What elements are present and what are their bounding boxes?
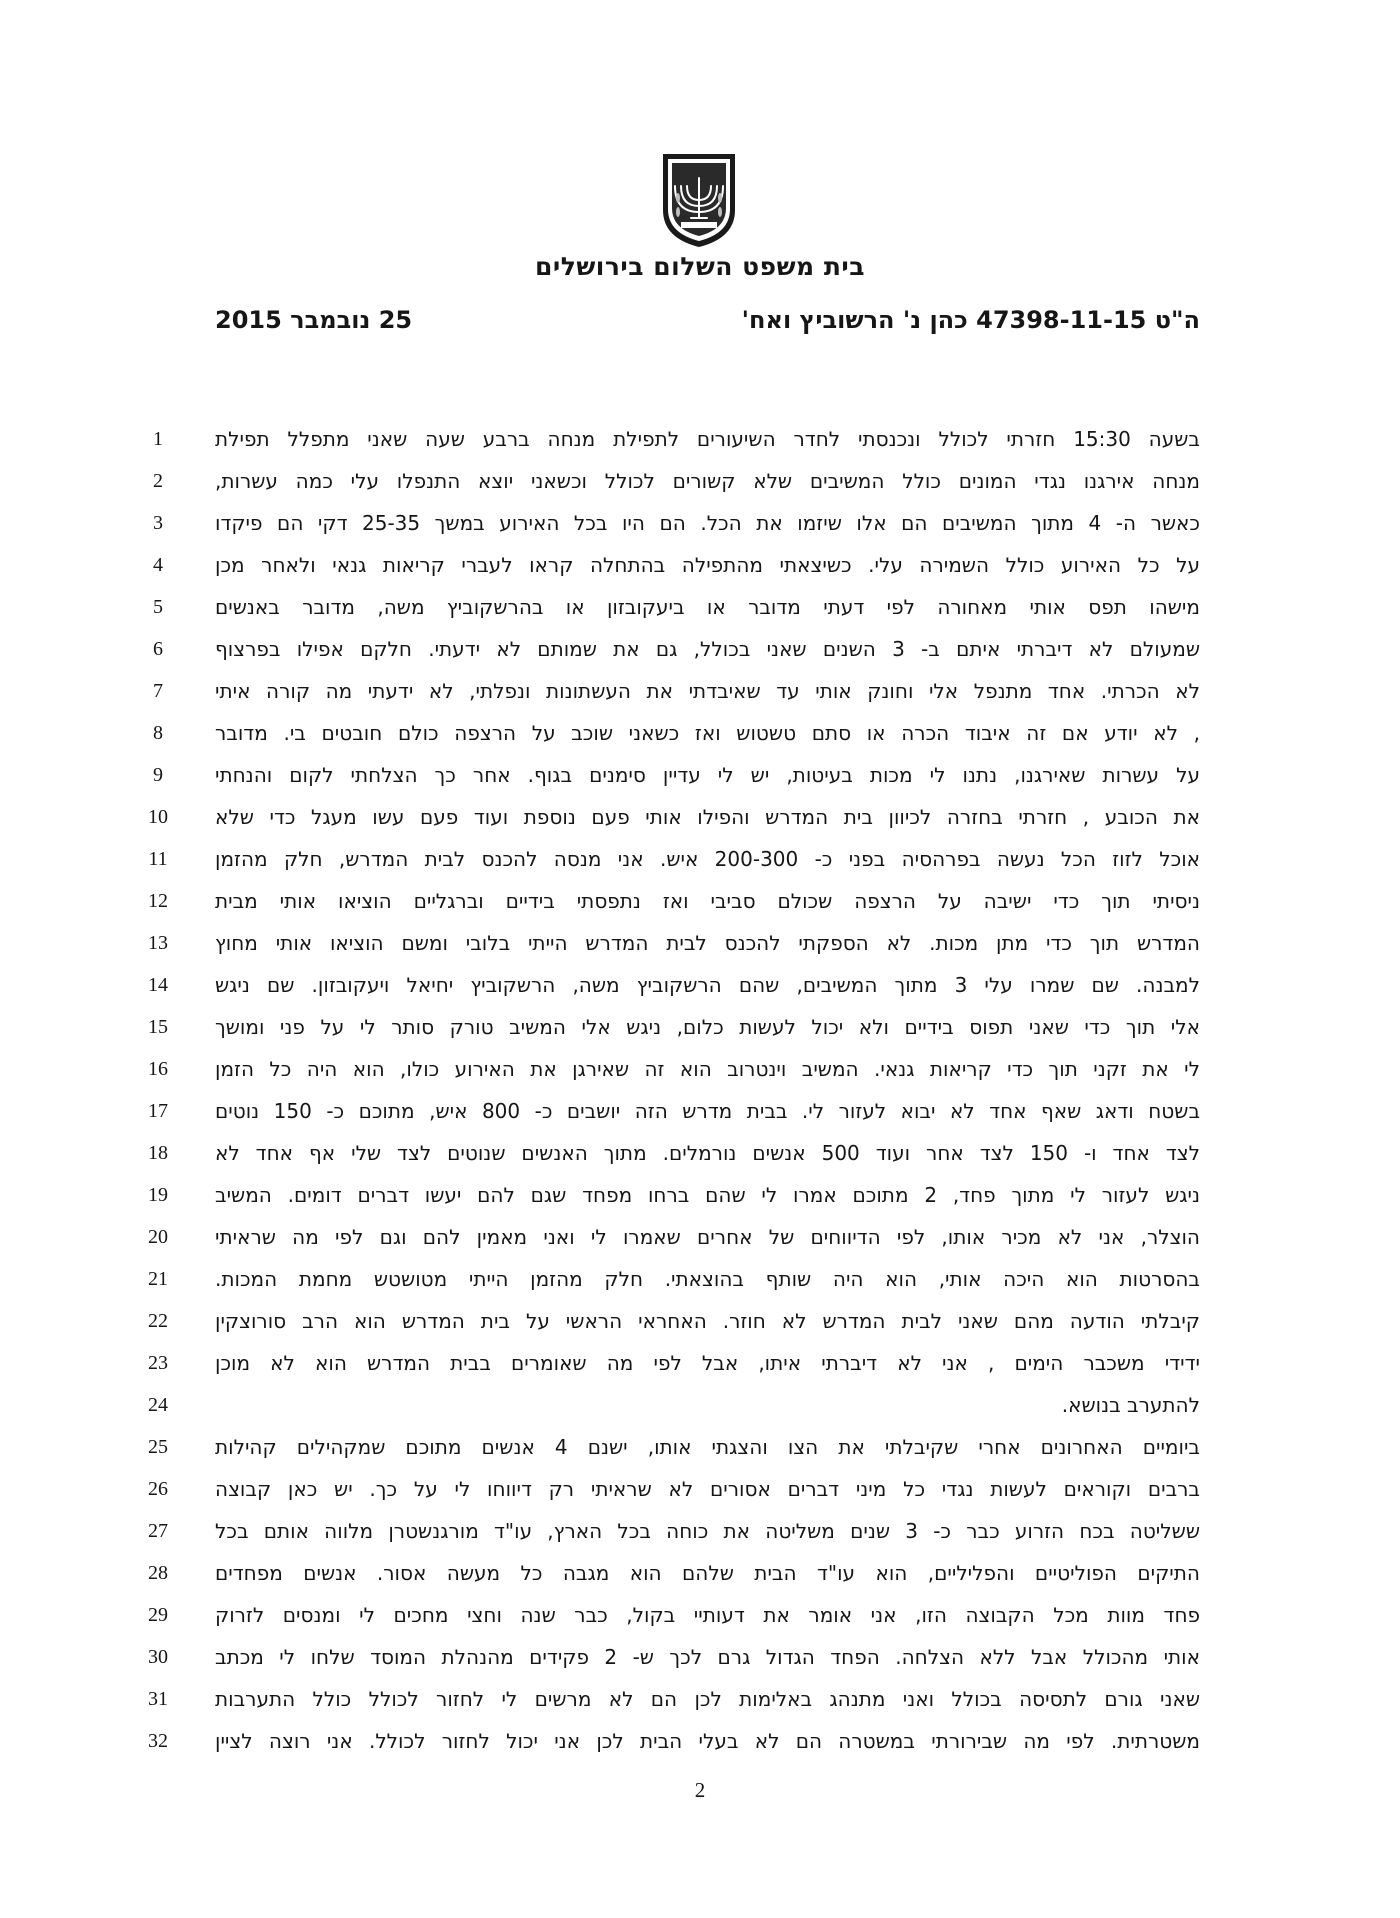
line-number: 31 bbox=[148, 1688, 168, 1710]
line-number: 28 bbox=[148, 1562, 168, 1584]
line-text: שאני גורם לתסיסה בכולל ואני מתנהג באלימות לכן הם לא מרשים לי לחזור לכולל כולל התערבות bbox=[215, 1687, 1200, 1711]
line-number: 2 bbox=[153, 470, 163, 492]
text-line bbox=[0, 754, 1400, 796]
line-number: 16 bbox=[148, 1058, 168, 1080]
text-line bbox=[0, 1258, 1400, 1300]
line-text: ששליטה בכח הזרוע כבר כ- 3 שנים משליטה את כוחה בכל הארץ, עו"ד מורגנשטרן מלווה אותם בכל bbox=[215, 1519, 1200, 1543]
line-text: בשעה 15:30 חזרתי לכולל ונכנסתי לחדר השיעורים לתפילת מנחה ברבע שעה שאני מתפלל תפילת bbox=[215, 427, 1200, 451]
line-text: , לא יודע אם זה איבוד הכרה או סתם טשטוש ואז כשאני שוכב על הרצפה כולם חובטים בי. מדובר bbox=[215, 721, 1200, 745]
text-line bbox=[0, 1132, 1400, 1174]
line-number: 13 bbox=[148, 932, 168, 954]
text-line bbox=[0, 502, 1400, 544]
text-line bbox=[0, 838, 1400, 880]
line-text: למבנה. שם שמרו עלי 3 מתוך המשיבים, שהם הרשקוביץ משה, הרשקוביץ יחיאל ויעקובזון. שם ניגש bbox=[215, 973, 1200, 997]
text-line bbox=[0, 1048, 1400, 1090]
line-number: 17 bbox=[148, 1100, 168, 1122]
line-number: 7 bbox=[153, 680, 163, 702]
page-number: 2 bbox=[694, 1778, 706, 1802]
text-line bbox=[0, 418, 1400, 460]
state-emblem-icon bbox=[659, 150, 739, 250]
line-number: 9 bbox=[153, 764, 163, 786]
line-number: 32 bbox=[148, 1730, 168, 1752]
line-number: 18 bbox=[148, 1142, 168, 1164]
line-text: אותי מהכולל אבל ללא הצלחה. הפחד הגדול גרם לכך ש- 2 פקידים מהנהלת המוסד שלחו לי מכתב bbox=[215, 1645, 1200, 1669]
text-line bbox=[0, 586, 1400, 628]
line-text: הוצלר, אני לא מכיר אותו, לפי הדיווחים של אחרים שאמרו לי ואני מאמין להם וגם לפי מה שראיתי bbox=[215, 1225, 1200, 1249]
line-number: 19 bbox=[148, 1184, 168, 1206]
line-text: קיבלתי הודעה מהם שאני לבית המדרש לא חוזר. האחראי הראשי על בית המדרש הוא הרב סורוצקין bbox=[215, 1309, 1200, 1333]
testimony-body bbox=[0, 418, 1400, 1762]
text-line bbox=[0, 880, 1400, 922]
line-text: ביומיים האחרונים אחרי שקיבלתי את הצו והצגתי אותו, ישנם 4 אנשים מתוכם שמקהילים קהילות bbox=[215, 1435, 1200, 1459]
line-number: 30 bbox=[148, 1646, 168, 1668]
text-line bbox=[0, 964, 1400, 1006]
line-text: המדרש תוך כדי מתן מכות. לא הספקתי להכנס לבית המדרש הייתי בלובי ומשם הוציאו אותי מחוץ bbox=[215, 931, 1200, 955]
line-number: 26 bbox=[148, 1478, 168, 1500]
text-line bbox=[0, 1300, 1400, 1342]
line-number: 5 bbox=[153, 596, 163, 618]
line-text: לי את זקני תוך כדי קריאות גנאי. המשיב וינטרוב הוא זה שאירגן את האירוע כולו, הוא היה כל הזמן bbox=[215, 1057, 1200, 1081]
line-text: לא הכרתי. אחד מתנפל אלי וחונק אותי עד שאיבדתי את העשתונות ונפלתי, לא ידעתי מה קורה איתי bbox=[215, 679, 1200, 703]
line-text: ברבים וקוראים לעשות נגדי כל מיני דברים אסורים לא שראיתי רק דיווחו לי על כך. יש כאן קבוצה bbox=[215, 1477, 1200, 1501]
text-line bbox=[0, 1594, 1400, 1636]
line-number: 3 bbox=[153, 512, 163, 534]
court-name: בית משפט השלום בירושלים bbox=[534, 252, 866, 281]
line-number: 10 bbox=[148, 806, 168, 828]
line-number: 20 bbox=[148, 1226, 168, 1248]
line-text: משטרתית. לפי מה שבירורתי במשטרה הם לא בעלי הבית לכן אני יכול לחזור לכולל. אני רוצה לציין bbox=[215, 1729, 1200, 1753]
case-number: ה"ט 47398-11-15 כהן נ' הרשוביץ ואח' bbox=[741, 306, 1200, 334]
text-line bbox=[0, 922, 1400, 964]
line-text: מנחה אירגנו נגדי המונים כולל המשיבים שלא קשורים לכולל וכשאני יוצא התנפלו עלי כמה עשרות, bbox=[215, 469, 1200, 493]
text-line bbox=[0, 796, 1400, 838]
text-line bbox=[0, 628, 1400, 670]
line-text: ניגש לעזור לי מתוך פחד, 2 מתוכם אמרו לי שהם ברחו מפחד שגם להם יעשו דברים דומים. המשיב bbox=[215, 1183, 1200, 1207]
line-text: כאשר ה- 4 מתוך המשיבים הם אלו שיזמו את הכל. הם היו בכל האירוע במשך 25-35 דקי הם פיקדו bbox=[215, 511, 1200, 535]
line-number: 24 bbox=[148, 1394, 168, 1416]
line-number: 14 bbox=[148, 974, 168, 996]
line-number: 12 bbox=[148, 890, 168, 912]
text-line bbox=[0, 1552, 1400, 1594]
text-line bbox=[0, 1384, 1400, 1426]
text-line bbox=[0, 712, 1400, 754]
line-text: מישהו תפס אותי מאחורה לפי דעתי מדובר או ביעקובזון או בהרשקוביץ משה, מדובר באנשים bbox=[215, 595, 1200, 619]
line-number: 21 bbox=[148, 1268, 168, 1290]
line-text: בשטח ודאג שאף אחד לא יבוא לעזור לי. בבית מדרש הזה יושבים כ- 800 איש, מתוכם כ- 150 נוטים bbox=[215, 1099, 1200, 1123]
line-text: התיקים הפוליטיים והפליליים, הוא עו"ד הבית שלהם הוא מגבה כל מעשה אסור. אנשים מפחדים bbox=[215, 1561, 1200, 1585]
line-text: על עשרות שאירגנו, נתנו לי מכות בעיטות, יש לי עדיין סימנים בגוף. אחר כך הצלחתי לקום והנחתי bbox=[215, 763, 1200, 787]
text-line bbox=[0, 1174, 1400, 1216]
text-line bbox=[0, 1090, 1400, 1132]
line-text: שמעולם לא דיברתי איתם ב- 3 השנים שאני בכולל, גם את שמותם לא ידעתי. חלקם אפילו בפרצוף bbox=[215, 637, 1200, 661]
line-number: 27 bbox=[148, 1520, 168, 1542]
line-text: אלי תוך כדי שאני תפוס בידיים ולא יכול לעשות כלום, ניגש אלי המשיב טורק סותר לי על פני ומושך bbox=[215, 1015, 1200, 1039]
line-text: אוכל לזוז הכל נעשה בפרהסיה בפני כ- 200-300 איש. אני מנסה להכנס לבית המדרש, חלק מהזמן bbox=[215, 847, 1200, 871]
line-number: 15 bbox=[148, 1016, 168, 1038]
line-number: 8 bbox=[153, 722, 163, 744]
line-text: על כל האירוע כולל השמירה עלי. כשיצאתי מהתפילה בהתחלה קראו לעברי קריאות גנאי ולאחר מכן bbox=[215, 553, 1200, 577]
text-line bbox=[0, 1342, 1400, 1384]
line-number: 4 bbox=[153, 554, 163, 576]
text-line bbox=[0, 460, 1400, 502]
document-date: 25 נובמבר 2015 bbox=[215, 306, 413, 334]
line-text: ידידי משכבר הימים , אני לא דיברתי איתו, אבל לפי מה שאומרים בבית המדרש הוא לא מוכן bbox=[215, 1351, 1200, 1375]
line-number: 22 bbox=[148, 1310, 168, 1332]
line-text: את הכובע , חזרתי בחזרה לכיוון בית המדרש והפילו אותי פעם נוספת ועוד פעם עשו מעגל כדי שלא bbox=[215, 805, 1200, 829]
text-line bbox=[0, 1510, 1400, 1552]
text-line bbox=[0, 1468, 1400, 1510]
line-number: 11 bbox=[148, 848, 168, 870]
line-number: 23 bbox=[148, 1352, 168, 1374]
text-line bbox=[0, 544, 1400, 586]
line-text: בהסרטות הוא היכה אותי, הוא היה שותף בהוצאתי. חלק מהזמן הייתי מטושטש מחמת המכות. bbox=[215, 1267, 1200, 1291]
line-text: ניסיתי תוך כדי ישיבה על הרצפה שכולם סביבי ואז נתפסתי בידיים וברגליים הוציאו אותי מבית bbox=[215, 889, 1200, 913]
text-line bbox=[0, 1720, 1400, 1762]
text-line bbox=[0, 1006, 1400, 1048]
text-line bbox=[0, 670, 1400, 712]
text-line bbox=[0, 1216, 1400, 1258]
line-text: להתערב בנושא. bbox=[1061, 1393, 1200, 1417]
text-line bbox=[0, 1678, 1400, 1720]
line-number: 1 bbox=[153, 428, 163, 450]
line-text: לצד אחד ו- 150 לצד אחר ועוד 500 אנשים נורמלים. מתוך האנשים שנוטים לצד שלי אף אחד לא bbox=[215, 1141, 1200, 1165]
text-line bbox=[0, 1636, 1400, 1678]
line-number: 6 bbox=[153, 638, 163, 660]
line-text: פחד מוות מכל הקבוצה הזו, אני אומר את דעותיי בקול, כבר שנה וחצי מחכים לי ומנסים לזרוק bbox=[215, 1603, 1200, 1627]
line-number: 29 bbox=[148, 1604, 168, 1626]
text-line bbox=[0, 1426, 1400, 1468]
line-number: 25 bbox=[148, 1436, 168, 1458]
